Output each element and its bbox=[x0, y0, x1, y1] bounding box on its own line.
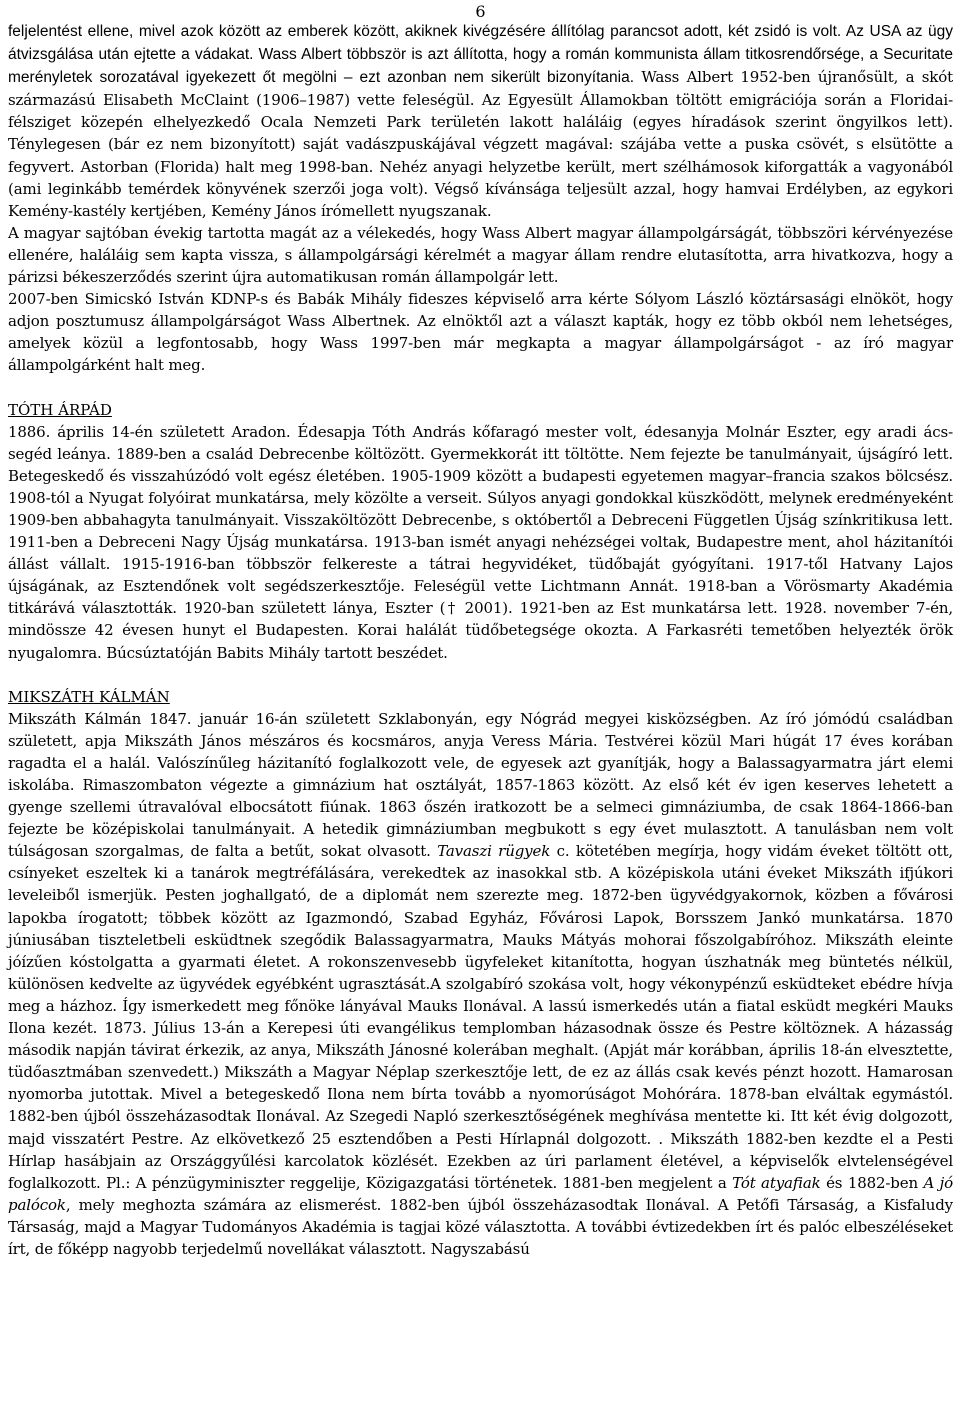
toth-paragraph: 1886. április 14-én született Aradon. Édesapja Tóth András kőfaragó mester volt, édesanyja Molnár Eszter, egy aradi ács-segéd leánya. 1889-ben a család Debrecenbe költözött. Gyermekkorát itt töltötte. Nem fejezte be tanulmányait, újságíró lett. Betegeskedő és visszahúzódó volt egész életében. 1905-1909 között a budapesti egyetemen magyar–francia szakos bölcsész. 1908-tól a Nyugat folyóirat munkatársa, mely közölte a verseit. Súlyos anyagi gondokkal küszködött, melynek eredményeként 1909-ben abbahagyta tanulmányait. Visszaköltözött Debrecenbe, s októbertől a Debreceni Független Újság színkritikusa lett. 1911-ben a Debreceni Nagy Újság munkatársa. 1913-ban ismét anyagi nehézségei voltak, Budapestre ment, ahol házitanítói állást vállalt. 1915-1916-ban többször felkereste a tátrai hegyvidéket, tüdőbaját gyógyítani. 1917-től Hatvany Lajos újságának, az Esztendőnek volt segédszerkesztője. Feleségül vette Lichtmann Annát. 1918-ban a Vörösmarty Akadémia titkárává választották. 1920-ban született lánya, Eszter († 2001). 1921-ben az Est munkatársa lett. 1928. november 7-én, mindössze 42 évesen hunyt el Budapesten. Korai halálát tüdőbetegsége okozta. A Farkasréti temetőben helyezték örök nyugalomra. Búcsúztatóján Babits Mihály tartott beszédet. bbox=[8, 422, 953, 662]
mikszath-text-c: és 1882-ben bbox=[820, 1173, 924, 1192]
page-number: 6 bbox=[475, 2, 486, 21]
section-spacer bbox=[8, 377, 953, 399]
mikszath-text-d: , mely meghozta számára az elismerést. 1882-ben újból összeházasodtak Ilonával. A Petőfi Társaság, a Kisfaludy Társaság, majd a Magyar Tudományos Akadémia is tagjai közé választotta. A további évtizedekben írt és palóc elbeszéléseket írt, de főképp nagyobb terjedelmű novellákat választott. Nagyszabású bbox=[8, 1195, 953, 1258]
wass-paragraph-3: 2007-ben Simicskó István KDNP-s és Babák Mihály fideszes képviselő arra kérte Sólyom László köztársasági elnököt, hogy adjon posztumusz állampolgárságot Wass Albertnek. Az elnöktől azt a választ kapták, hogy ez több okból nem lehetséges, amelyek közül a legfontosabb, hogy Wass 1997-ben már megkapta a magyar állampolgárságot - az író magyar állampolgárként halt meg. bbox=[8, 290, 953, 375]
section-heading-toth: TÓTH ÁRPÁD bbox=[8, 400, 112, 419]
section-heading-mikszath: MIKSZÁTH KÁLMÁN bbox=[8, 687, 170, 706]
mikszath-text-b: c. kötetében megírja, hogy vidám éveket töltött ott, csínyeket eszeltek ki a tanárok megtréfálására, verekedtek az inasokkal stb. A középiskola utáni éveket Mikszáth ifjúkori leveleiből ismerjük. Pesten joghallgató, de a diplomát nem szerezte meg. 1872-ben ügyvédgyakornok, közben a fővárosi lapokba írogatott; többek között az Igazmondó, Szabad Egyház, Fővárosi Lapok, Borsszem Jankó munkatársa. 1870 júniusában tiszteletbeli esküdtnek szegődik Balassagyarmatra, Mauks Mátyás mohorai főszolgabíróhoz. Mikszáth eleinte jóízűen kóstolgatta a gyarmati életet. A rokonszenvesebb ügyfeleket kitanította, hogyan úszhatnák meg büntetés nélkül, különösen kedvelte az ügyvédek egyébként ugrasztását.A szolgabíró szokása volt, hogy vékonypénzű esküdteket ebédre hívja meg a házhoz. Így ismerkedett meg főnöke lányával Mauks Ilonával. A lassú ismerkedés után a fiatal esküdt megkéri Mauks Ilona kezét. 1873. Július 13-án a Kerepesi úti evangélikus templomban házasodnak össze és Pestre költöznek. A házasság második napján távirat érkezik, az anya, Mikszáth Jánosné kolerában meghalt. (Apját már korábban, április 18-án elvesztette, tüdőasztmában szenvedett.) Mikszáth a Magyar Néplap szerkesztője lett, de ez az állás csak kevés pénzt hozott. Hamarosan nyomorba jutottak. Mivel a betegeskedő Ilona nem bírta tovább a nyomorúságot Mohórára. 1878-ban elváltak egymástól. 1882-ben újból összeházasodtak Ilonával. Az Szegedi Napló szerkesztőségének meghívása mentette ki. Itt két évig dolgozott, majd visszatért Pestre. Az elkövetkező 25 esztendőben a Pesti Hírlapnál dolgozott. . Mikszáth 1882-ben kezdte el a Pesti Hírlap hasábjain az Országgyűlési karcolatok közlését. Ezekben az úri parlament életével, a képviselők elvtelenségével foglalkozott. Pl.: A pénzügyminiszter reggelije, Közigazgatási történetek. 1881-ben megjelent a bbox=[8, 842, 953, 1192]
mikszath-paragraph bbox=[8, 708, 953, 1260]
section-spacer bbox=[8, 664, 953, 686]
wass-paragraph-2: A magyar sajtóban évekig tartotta magát az a vélekedés, hogy Wass Albert magyar állampolgárságát, többszöri kérvényezése ellenére, haláláig sem kapta vissza, s állampolgársági kérelmét a magyar állam rendre elutasította, arra hivatkozva, hogy a párizsi békeszerződés szerint újra automatikusan román állampolgár lett. bbox=[8, 223, 953, 287]
book-title-tavaszi-rugyek: Tavaszi rügyek bbox=[437, 842, 551, 861]
wass-paragraph-1 bbox=[8, 20, 953, 222]
wass-text-sans: feljelentést ellene, mivel azok között az emberek között, akiknek kivégzésére állítólag parancsot adott, két zsidó is volt. Az USA az ügy átvizsgálása után ejtette a vádakat. Wass Albert többször is azt állította, hogy a román kommunista állam titkosrendőrsége, a Securitate merényletek sorozatával igyekezett őt megölni – ezt azonban nem sikerült bizonyítania. bbox=[8, 23, 953, 87]
wass-text-serif: Wass Albert 1952-ben újranősült, a skót származású Elisabeth McClaint (1906–1987) vette feleségül. Az Egyesült Államokban töltött emigrációja során a Floridai-félsziget közepén elhelyezkedő Ocala Nemzeti Park területén lakott haláláig (egyes híradások szerint öngyilkos lett). Ténylegesen (bár ez nem bizonyított) saját vadászpuskájával végzett magával: szájába vette a puska csövét, s elsütötte a fegyvert. Astorban (Florida) halt meg 1998-ban. Nehéz anyagi helyzetbe került, mert szélhámosok kiforgatták a vagyonából (ami leginkább temérdek könyvének szerzői joga volt). Végső kívánsága teljesült azzal, hogy hamvai Erdélyben, az egykori Kemény-kastély kertjében, Kemény János írómellett nyugszanak. bbox=[8, 68, 953, 220]
book-title-tot-atyafiak: Tót atyafiak bbox=[732, 1173, 821, 1192]
mikszath-text-a: Mikszáth Kálmán 1847. január 16-án született Szklabonyán, egy Nógrád megyei kisközségben. Az író jómódú családban született, apja Mikszáth János mészáros és kocsmáros, anyja Veress Mária. Testvérei közül Mari húgát 17 éves korában ragadta el a halál. Valószínűleg házitanító foglalkozott vele, de egyesek azt gyanítják, hogy a Balassagyarmatra járt elemi iskolába. Rimaszombaton végezte a gimnázium hat osztályát, 1857-1863 között. Az első két év igen keserves lehetett a gyenge szellemi útravalóval elbocsátott fiúnak. 1863 őszén iratkozott be a selmeci gimnáziumba, de csak 1864-1866-ban fejezte be középiskolai tanulmányait. A hetedik gimnáziumban megbukott s egy évet mulasztott. A tanulásban nem volt túlságosan szorgalmas, de falta a betűt, sokat olvasott. bbox=[8, 709, 953, 861]
book-title-jo-palocok: A jó palócok bbox=[8, 1173, 953, 1214]
